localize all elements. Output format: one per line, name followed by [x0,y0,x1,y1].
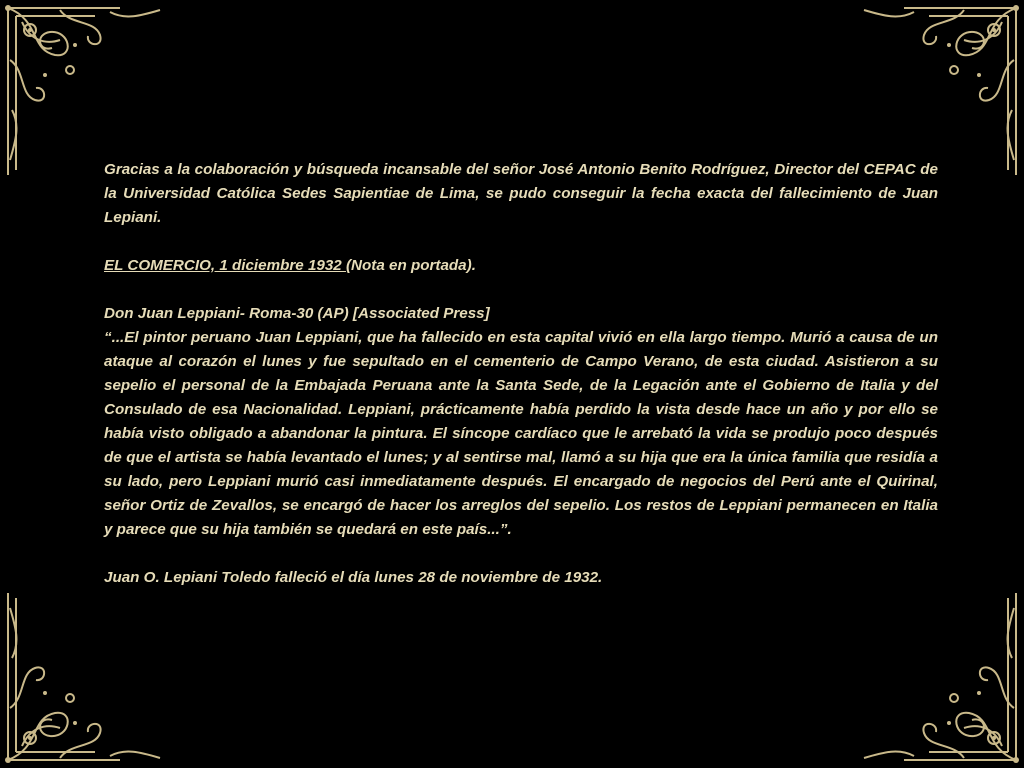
conclusion-paragraph: Juan O. Lepiani Toledo falleció el día lunes 28 de noviembre de 1932. [104,569,603,586]
spacer [104,230,938,254]
corner-ornament-top-left-icon [0,0,175,175]
spacer [104,278,938,302]
intro-paragraph: Gracias a la colaboración y búsqueda incansable del señor José Antonio Benito Rodríguez, Director del CEPAC de la Universidad Católica Sedes Sapientiae de Lima, se pudo conseguir la fecha exacta del fallecimiento de Juan Lepiani. [104,161,938,226]
spacer [104,542,938,566]
source-newspaper: EL COMERCIO, 1 diciembre 1932 [104,257,346,274]
corner-ornament-top-right-icon [849,0,1024,175]
source-line [104,254,938,278]
dateline: Don Juan Leppiani- Roma-30 (AP) [Associated Press] [104,305,490,322]
source-note: (Nota en portada). [345,257,476,274]
corner-ornament-bottom-right-icon [849,593,1024,768]
corner-ornament-bottom-left-icon [0,593,175,768]
quote-paragraph: “...El pintor peruano Juan Leppiani, que ha fallecido en esta capital vivió en ella largo tiempo. Murió a causa de un ataque al corazón el lunes y fue sepultado en el cementerio de Campo Verano, de esta ciudad. Asistieron a su sepelio el personal de la Embajada Peruana ante la Santa Sede, de la Legación ante el Gobierno de Italia y del Consulado de esa Nacionalidad. Leppiani, prácticamente había perdido la vista desde hace un año y por ello se había visto obligado a abandonar la pintura. El síncope cardíaco que le arrebató la vida se produjo poco después de que el artista se había levantado el lunes; y al sentirse mal, llamó a su hija que era la única familia que residía a su lado, pero Leppiani murió casi inmediatamente después. El encargado de negocios del Perú ante el Quirinal, señor Ortiz de Zevallos, se encargó de hacer los arreglos del sepelio. Los restos de Leppiani permanecen en Italia y parece que su hija también se quedará en este país...”. [104,329,938,538]
document-body [104,158,938,590]
